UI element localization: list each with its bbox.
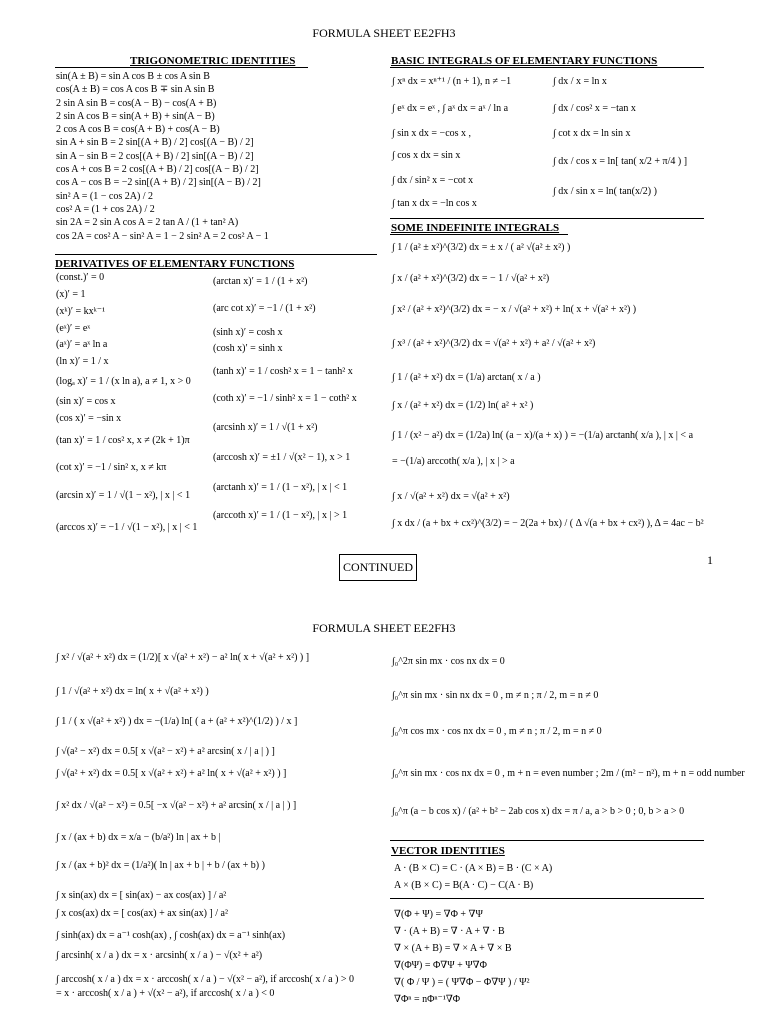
integral-formula: ∫ 1 / (x² − a²) dx = (1/2a) ln( (a − x)/(a + x) ) = −(1/a) arctanh( x/a ), | x | < a — [392, 430, 694, 441]
integral-formula: ∫ dx / cos x = ln[ tan( x/2 + π/4 ) ] — [553, 156, 688, 167]
nabla-identity: ∇(ΦΨ) = Φ∇Ψ + Ψ∇Φ — [394, 960, 487, 971]
integral-formula: ∫ 1 / (a² ± x²)^(3/2) dx = ± x / ( a² √(a² ± x²) ) — [392, 242, 571, 253]
integral-formula: ∫ 1 / √(a² + x²) dx = ln( x + √(a² + x²) ) — [56, 686, 209, 697]
derivative-formula: (cos x)′ = −sin x — [56, 413, 122, 424]
integral-formula: ∫ √(a² − x²) dx = 0.5[ x √(a² − x²) + a² arcsin( x / | a | ) ] — [56, 746, 275, 757]
vector-identity: A · (B × C) = C · (A × B) = B · (C × A) — [394, 863, 553, 874]
derivative-formula: (cosh x)′ = sinh x — [213, 343, 283, 354]
basic-integrals-rule — [390, 67, 704, 68]
indefinite-top-rule — [390, 218, 704, 219]
derivative-formula: (arccos x)′ = −1 / √(1 − x²), | x | < 1 — [56, 522, 198, 533]
derivative-formula: (logₐ x)′ = 1 / (x ln a), a ≠ 1, x > 0 — [56, 376, 191, 387]
derivative-formula: (ln x)′ = 1 / x — [56, 356, 109, 367]
vector-top-rule — [390, 840, 704, 841]
integral-formula: ∫ dx / sin x = ln( tan(x/2) ) — [553, 186, 657, 197]
vector-heading: VECTOR IDENTITIES — [391, 845, 505, 857]
integral-formula: ∫ xⁿ dx = xⁿ⁺¹ / (n + 1), n ≠ −1 — [392, 76, 512, 87]
integral-formula: ∫ x / √(a² + x²) dx = √(a² + x²) — [392, 491, 510, 502]
nabla-identity: ∇( Φ / Ψ ) = ( Ψ∇Φ − Φ∇Ψ ) / Ψ² — [394, 977, 530, 988]
basic-integrals-right — [553, 76, 703, 216]
derivative-formula: (arccosh x)′ = ±1 / √(x² − 1), x > 1 — [213, 452, 351, 463]
derivative-formula: (arctan x)′ = 1 / (1 + x²) — [213, 276, 308, 287]
trig-line: sin(A ± B) = sin A cos B ± cos A sin B — [56, 71, 210, 82]
derivative-formula: (arc cot x)′ = −1 / (1 + x²) — [213, 303, 316, 314]
trig-line: 2 sin A cos B = sin(A + B) + sin(A − B) — [56, 110, 215, 122]
derivative-formula: (eˣ)′ = eˣ — [56, 323, 91, 334]
page2-definite-integrals — [392, 656, 745, 836]
trig-line: cos 2A = cos² A − sin² A = 1 − 2 sin² A = 2 cos² A − 1 — [56, 230, 269, 242]
derivative-formula: (xᵏ)′ = kxᵏ⁻¹ — [56, 306, 106, 317]
nabla-top-rule — [390, 898, 704, 899]
integral-formula: ∫ x² / √(a² + x²) dx = (1/2)[ x √(a² + x²) − a² ln( x + √(a² + x²) ) ] — [56, 652, 310, 663]
integral-formula: ∫ x / (a² + x²)^(3/2) dx = − 1 / √(a² + x²) — [392, 273, 550, 284]
integral-formula: ∫₀^π sin mx · cos nx dx = 0 , m + n = even number ; 2m / (m² − n²), m + n = odd number — [392, 768, 745, 779]
integral-formula: ∫ x³ / (a² + x²)^(3/2) dx = √(a² + x²) + a² / √(a² + x²) — [392, 338, 596, 349]
integral-formula: ∫ x dx / (a + bx + cx²)^(3/2) = − 2(2a + bx) / ( Δ √(a + bx + cx²) ), Δ = 4ac − b² — [392, 518, 704, 529]
derivative-formula: (arcsin x)′ = 1 / √(1 − x²), | x | < 1 — [56, 490, 191, 501]
nabla-identities — [394, 906, 704, 1008]
nabla-identity: ∇ · (A + B) = ∇ · A + ∇ · B — [394, 926, 505, 937]
derivatives-left — [56, 272, 216, 552]
trig-line: cos(A ± B) = cos A cos B ∓ sin A sin B — [56, 84, 215, 96]
integral-formula: ∫₀^π (a − b cos x) / (a² + b² − 2ab cos x) dx = π / a, a > b > 0 ; 0, b > a > 0 — [392, 806, 685, 817]
derivative-formula: (cot x)′ = −1 / sin² x, x ≠ kπ — [56, 462, 167, 473]
trig-heading: TRIGONOMETRIC IDENTITIES — [130, 55, 296, 67]
integral-formula: ∫ eˣ dx = eˣ , ∫ aˣ dx = aˣ / ln a — [392, 103, 509, 114]
derivative-formula: (sin x)′ = cos x — [56, 396, 116, 407]
page-number: 1 — [707, 553, 713, 567]
page2-integrals-left — [56, 652, 386, 1024]
integral-formula: ∫ arcsinh( x / a ) dx = x · arcsinh( x / a ) − √(x² + a²) — [56, 950, 263, 961]
indefinite-rule — [390, 234, 568, 235]
trig-line: sin 2A = 2 sin A cos A = 2 tan A / (1 + tan² A) — [56, 217, 239, 229]
derivatives-heading: DERIVATIVES OF ELEMENTARY FUNCTIONS — [55, 258, 295, 270]
basic-integrals-left — [392, 76, 552, 216]
integral-formula: ∫₀^2π sin mx · cos nx dx = 0 — [392, 656, 505, 667]
derivative-formula: (arctanh x)′ = 1 / (1 − x²), | x | < 1 — [213, 482, 348, 493]
vector-identities — [394, 860, 704, 894]
trig-identities — [56, 70, 376, 243]
indefinite-heading: SOME INDEFINITE INTEGRALS — [391, 222, 560, 234]
nabla-identity: ∇(Φ + Ψ) = ∇Φ + ∇Ψ — [394, 909, 483, 920]
derivative-formula: (coth x)′ = −1 / sinh² x = 1 − coth² x — [213, 393, 357, 404]
integral-formula: ∫ 1 / (a² + x²) dx = (1/a) arctan( x / a ) — [392, 372, 541, 383]
integral-formula: ∫ x² dx / √(a² − x²) = 0.5[ −x √(a² − x²) + a² arcsin( x / | a | ) ] — [56, 800, 297, 811]
trig-line: cos A − cos B = −2 sin[(A + B) / 2] sin[(A − B) / 2] — [56, 177, 261, 189]
integral-formula: = −(1/a) arccoth( x/a ), | x | > a — [392, 456, 515, 467]
trig-line: cos A + cos B = 2 cos[(A + B) / 2] cos[(A − B) / 2] — [56, 164, 259, 176]
derivative-formula: (aˣ)′ = aˣ ln a — [56, 339, 108, 350]
vector-identity: A × (B × C) = B(A · C) − C(A · B) — [394, 880, 534, 891]
integral-formula: ∫ sin x dx = −cos x , — [392, 128, 472, 139]
derivative-formula: (const.)′ = 0 — [56, 272, 105, 283]
trig-line: sin A − sin B = 2 cos[(A + B) / 2] sin[(A − B) / 2] — [56, 150, 254, 162]
derivative-formula: (arcsinh x)′ = 1 / √(1 + x²) — [213, 422, 318, 433]
integral-formula: ∫ cot x dx = ln sin x — [553, 128, 631, 139]
derivative-formula: (arccoth x)′ = 1 / (1 − x²), | x | > 1 — [213, 510, 348, 521]
trig-line: sin A + sin B = 2 sin[(A + B) / 2] cos[(A − B) / 2] — [56, 137, 254, 149]
trig-line: 2 sin A sin B = cos(A − B) − cos(A + B) — [56, 97, 217, 109]
page-title-2: FORMULA SHEET EE2FH3 — [312, 621, 456, 635]
integral-formula: ∫₀^π cos mx · cos nx dx = 0 , m ≠ n ; π / 2, m = n ≠ 0 — [392, 726, 602, 737]
nabla-identity: ∇Φⁿ = nΦⁿ⁻¹∇Φ — [394, 994, 461, 1005]
trig-rule — [55, 67, 308, 68]
indefinite-integrals — [392, 242, 704, 547]
integral-formula: ∫ arccosh( x / a ) dx = x · arccosh( x / a ) − √(x² − a²), if arccosh( x / a ) > 0 — [56, 974, 355, 985]
integral-formula: ∫ dx / cos² x = −tan x — [553, 103, 636, 114]
derivative-formula: (sinh x)′ = cosh x — [213, 327, 283, 338]
integral-formula: ∫ x² / (a² + x²)^(3/2) dx = − x / √(a² + x²) + ln( x + √(a² + x²) ) — [392, 304, 637, 315]
integral-formula: ∫ x / (ax + b) dx = x/a − (b/a²) ln | ax + b | — [56, 832, 221, 843]
derivative-formula: (tan x)′ = 1 / cos² x, x ≠ (2k + 1)π — [56, 435, 190, 446]
integral-formula: ∫ cos x dx = sin x — [392, 150, 461, 161]
derivatives-top-rule — [55, 254, 377, 255]
basic-integrals-heading: BASIC INTEGRALS OF ELEMENTARY FUNCTIONS — [391, 55, 658, 67]
integral-formula: = x · arccosh( x / a ) + √(x² − a²), if arccosh( x / a ) < 0 — [56, 988, 275, 999]
nabla-identity: ∇ × (A + B) = ∇ × A + ∇ × B — [394, 943, 512, 954]
integral-formula: ∫ tan x dx = −ln cos x — [392, 198, 477, 209]
integral-formula: ∫ 1 / ( x √(a² + x²) ) dx = −(1/a) ln[ ( a + (a² + x²)^(1/2) ) / x ] — [56, 716, 298, 727]
integral-formula: ∫ dx / x = ln x — [553, 76, 607, 87]
trig-line: 2 cos A cos B = cos(A + B) + cos(A − B) — [56, 124, 220, 136]
trig-line: sin² A = (1 − cos 2A) / 2 — [56, 190, 154, 202]
trig-line: cos² A = (1 + cos 2A) / 2 — [56, 203, 155, 215]
integral-formula: ∫ x sin(ax) dx = [ sin(ax) − ax cos(ax) ] / a² — [56, 890, 227, 901]
derivative-formula: (tanh x)′ = 1 / cosh² x = 1 − tanh² x — [213, 366, 353, 377]
derivative-formula: (x)′ = 1 — [56, 289, 86, 300]
integral-formula: ∫ dx / sin² x = −cot x — [392, 175, 474, 186]
continued-box: CONTINUED — [339, 554, 417, 581]
derivatives-right — [213, 276, 377, 552]
integral-formula: ∫ √(a² + x²) dx = 0.5[ x √(a² + x²) + a² ln( x + √(a² + x²) ) ] — [56, 768, 287, 779]
integral-formula: ∫₀^π sin mx · sin nx dx = 0 , m ≠ n ; π / 2, m = n ≠ 0 — [392, 690, 599, 701]
integral-formula: ∫ sinh(ax) dx = a⁻¹ cosh(ax) , ∫ cosh(ax) dx = a⁻¹ sinh(ax) — [56, 930, 286, 941]
integral-formula: ∫ x / (ax + b)² dx = (1/a²)( ln | ax + b | + b / (ax + b) ) — [56, 860, 265, 871]
integral-formula: ∫ x cos(ax) dx = [ cos(ax) + ax sin(ax) ] / a² — [56, 908, 228, 919]
page-title: FORMULA SHEET EE2FH3 — [312, 26, 456, 40]
integral-formula: ∫ x / (a² + x²) dx = (1/2) ln( a² + x² ) — [392, 400, 534, 411]
